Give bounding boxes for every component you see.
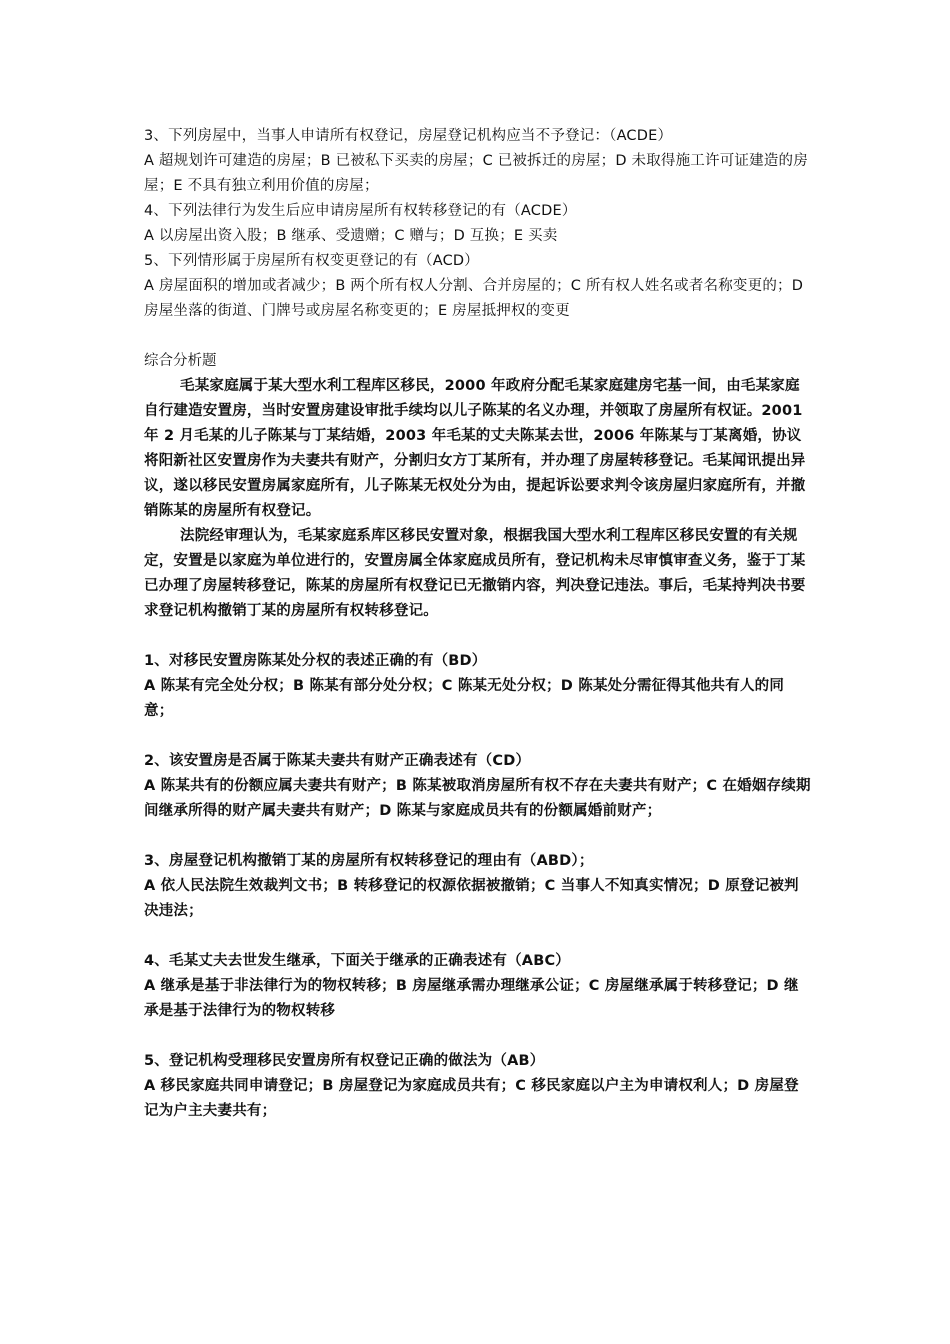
spacer xyxy=(144,1024,812,1049)
mc-question-4: 4、下列法律行为发生后应申请房屋所有权转移登记的有（ACDE） xyxy=(144,203,577,219)
analysis-options-2: A 陈某共有的份额应属夫妻共有财产；B 陈某被取消房屋所有权不存在夫妻共有财产；C 在婚姻存续期间继承所得的财产属夫妻共有财产；D 陈某与家庭成员共有的份额属婚前财产； xyxy=(144,778,811,819)
section-title: 综合分析题 xyxy=(144,353,217,369)
spacer xyxy=(144,324,812,349)
mc-question-5: 5、下列情形属于房屋所有权变更登记的有（ACD） xyxy=(144,253,479,269)
case-paragraph-2: 法院经审理认为，毛某家庭系库区移民安置对象，根据我国大型水利工程库区移民安置的有关规定，安置是以家庭为单位进行的，安置房属全体家庭成员所有，登记机构未尽审慎审查义务，鉴于丁某已办理了房屋转移登记，陈某的房屋所有权登记已无撤销内容，判决登记违法。事后，毛某持判决书要求登记机构撤销丁某的房屋所有权转移登记。 xyxy=(144,528,806,619)
analysis-question-3: 3、房屋登记机构撤销丁某的房屋所有权转移登记的理由有（ABD）； xyxy=(144,853,594,869)
spacer xyxy=(144,924,812,949)
spacer xyxy=(144,724,812,749)
spacer xyxy=(144,624,812,649)
spacer xyxy=(144,824,812,849)
analysis-options-4: A 继承是基于非法律行为的物权转移；B 房屋继承需办理继承公证；C 房屋继承属于转移登记；D 继承是基于法律行为的物权转移 xyxy=(144,978,799,1019)
analysis-options-1: A 陈某有完全处分权；B 陈某有部分处分权；C 陈某无处分权；D 陈某处分需征得其他共有人的同意； xyxy=(144,678,785,719)
analysis-options-3: A 依人民法院生效裁判文书；B 转移登记的权源依据被撤销；C 当事人不知真实情况；D 原登记被判决违法； xyxy=(144,878,799,919)
mc-question-3: 3、下列房屋中，当事人申请所有权登记，房屋登记机构应当不予登记：（ACDE） xyxy=(144,128,673,144)
analysis-question-4: 4、毛某丈夫去世发生继承，下面关于继承的正确表述有（ABC） xyxy=(144,953,571,969)
mc-options-5: A 房屋面积的增加或者减少；B 两个所有权人分割、合并房屋的；C 所有权人姓名或者名称变更的；D 房屋坐落的街道、门牌号或房屋名称变更的；E 房屋抵押权的变更 xyxy=(144,278,804,319)
mc-options-4: A 以房屋出资入股；B 继承、受遗赠；C 赠与；D 互换；E 买卖 xyxy=(144,228,558,244)
analysis-question-5: 5、登记机构受理移民安置房所有权登记正确的做法为（AB） xyxy=(144,1053,545,1069)
analysis-question-1: 1、对移民安置房陈某处分权的表述正确的有（BD） xyxy=(144,653,487,669)
analysis-options-5: A 移民家庭共同申请登记；B 房屋登记为家庭成员共有；C 移民家庭以户主为申请权利人；D 房屋登记为户主夫妻共有； xyxy=(144,1078,799,1119)
analysis-question-2: 2、该安置房是否属于陈某夫妻共有财产正确表述有（CD） xyxy=(144,753,531,769)
mc-options-3: A 超规划许可建造的房屋；B 已被私下买卖的房屋；C 已被拆迁的房屋；D 未取得施工许可证建造的房屋；E 不具有独立利用价值的房屋； xyxy=(144,153,808,194)
document-body xyxy=(144,124,812,1124)
case-paragraph-1: 毛某家庭属于某大型水利工程库区移民，2000 年政府分配毛某家庭建房宅基一间，由毛某家庭自行建造安置房，当时安置房建设审批手续均以儿子陈某的名义办理，并领取了房屋所有权证。2001 年 2 月毛某的儿子陈某与丁某结婚，2003 年毛某的丈夫陈某去世，2006 年陈某与丁某离婚，协议将阳新社区安置房作为夫妻共有财产，分割归女方丁某所有，并办理了房屋转移登记。毛某闻讯提出异议，遂以移民安置房属家庭所有，儿子陈某无权处分为由，提起诉讼要求判令该房屋归家庭所有，并撤销陈某的房屋所有权登记。 xyxy=(144,378,806,519)
